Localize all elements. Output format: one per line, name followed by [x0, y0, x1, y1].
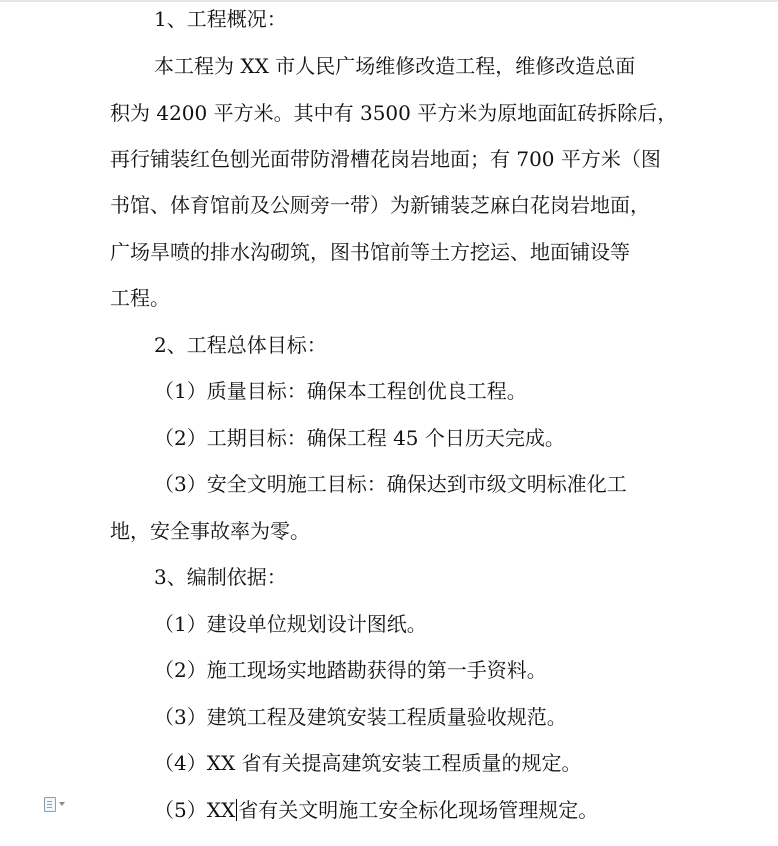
paragraph-line: 积为 4200 平方米。其中有 3500 平方米为原地面缸砖拆除后， — [110, 101, 678, 125]
list-item: （3）建筑工程及建筑安装工程质量验收规范。 — [154, 705, 567, 729]
list-item-continuation: 地，安全事故率为零。 — [110, 519, 310, 543]
document-icon — [44, 797, 56, 812]
section-1-heading: 1、工程概况： — [154, 7, 287, 31]
list-item: （4）XX 省有关提高建筑安装工程质量的规定。 — [154, 751, 582, 775]
list-item — [154, 797, 598, 823]
paragraph-line: 广场旱喷的排水沟砌筑，图书馆前等土方挖运、地面铺设等 — [110, 240, 630, 264]
list-item: （2）工期目标：确保工程 45 个日历天完成。 — [154, 426, 565, 450]
chevron-down-icon — [59, 802, 65, 806]
paragraph-line: 再行铺装红色刨光面带防滑槽花岗岩地面；有 700 平方米（图 — [110, 147, 661, 171]
list-item: （3）安全文明施工目标：确保达到市级文明标准化工 — [154, 472, 627, 496]
paragraph-line: 书馆、体育馆前及公厕旁一带）为新铺装芝麻白花岗岩地面， — [110, 193, 650, 217]
list-item-text-after-cursor: 省有关文明施工安全标化现场管理规定。 — [238, 798, 599, 822]
list-item-text-before-cursor: （5）XX — [154, 798, 236, 822]
section-2-heading: 2、工程总体目标： — [154, 333, 327, 357]
paragraph-line: 工程。 — [110, 286, 170, 310]
paragraph-line: 本工程为 XX 市人民广场维修改造工程，维修改造总面 — [154, 54, 636, 78]
section-3-heading: 3、编制依据： — [154, 565, 287, 589]
list-item: （1）建设单位规划设计图纸。 — [154, 612, 427, 636]
list-item: （1）质量目标：确保本工程创优良工程。 — [154, 379, 527, 403]
list-item: （2）施工现场实地踏勘获得的第一手资料。 — [154, 658, 547, 682]
paragraph-options-button[interactable] — [44, 796, 72, 812]
